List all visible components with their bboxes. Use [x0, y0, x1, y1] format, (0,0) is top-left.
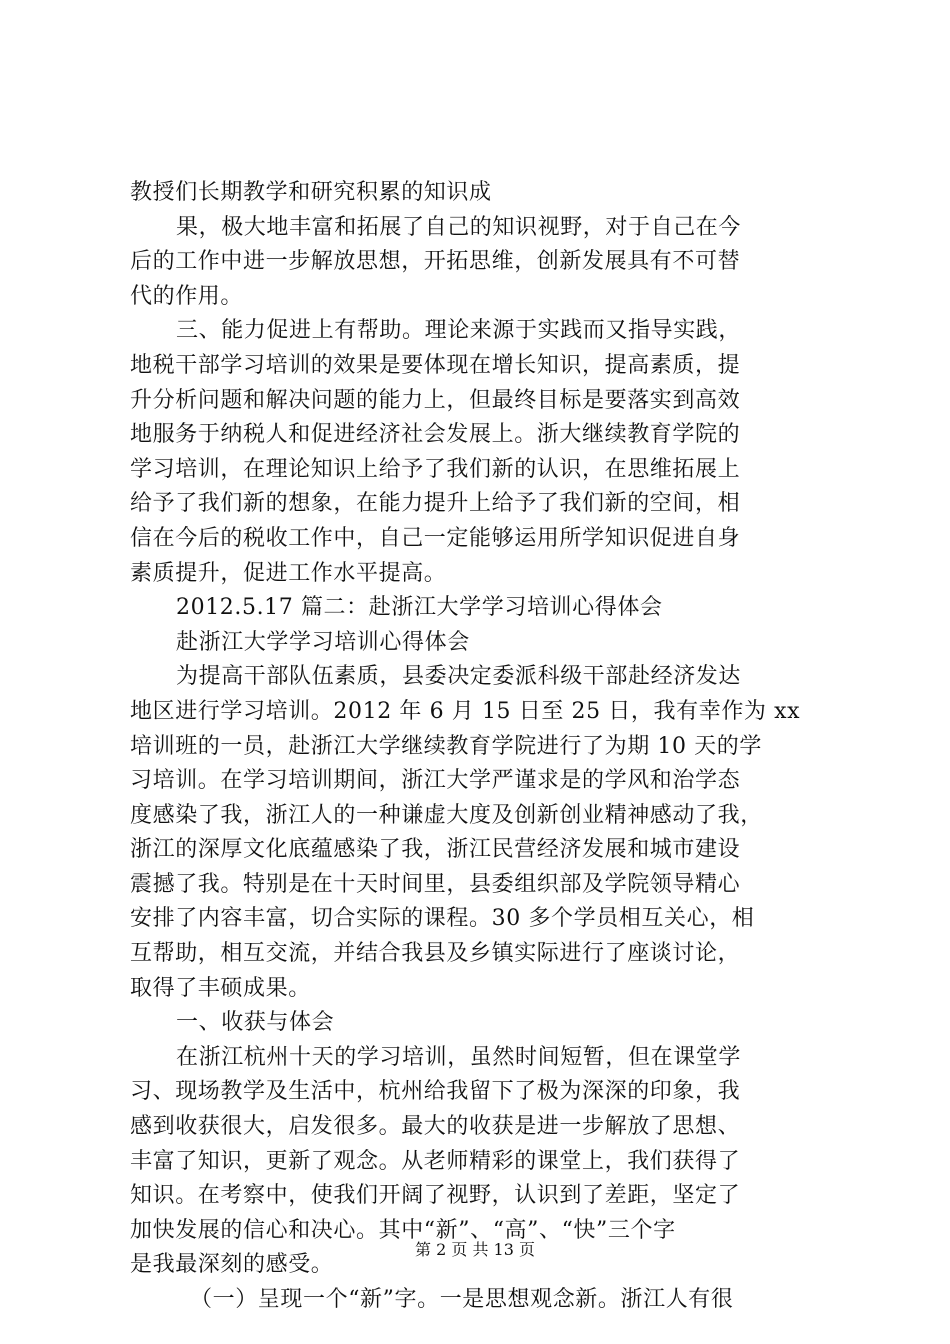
text-line: 代的作用。 [130, 283, 244, 309]
text-line: （一）呈现一个“新”字。一是思想观念新。浙江人有很 [190, 1287, 734, 1312]
text-line: 知识。在考察中，使我们开阔了视野，认识到了差距，坚定了 [130, 1183, 741, 1209]
section-heading: 2012.5.17 篇二：赴浙江大学学习培训心得体会 [176, 595, 663, 621]
text-line: 信在今后的税收工作中，自己一定能够运用所学知识促进自身 [130, 525, 741, 551]
text-line: 三、能力促进上有帮助。理论来源于实践而又指导实践， [176, 318, 742, 344]
text-line: 后的工作中进一步解放思想，开拓思维，创新发展具有不可替 [130, 249, 741, 275]
text-line: 是我最深刻的感受。 [130, 1252, 334, 1278]
text-line: 地服务于纳税人和促进经济社会发展上。浙大继续教育学院的 [130, 422, 741, 448]
text-line: 给予了我们新的想象，在能力提升上给予了我们新的空间，相 [130, 491, 741, 517]
text-line: 取得了丰硕成果。 [130, 975, 311, 1001]
text-line: 教授们长期教学和研究积累的知识成 [130, 180, 492, 205]
text-line: 感到收获很大，启发很多。最大的收获是进一步解放了思想、 [130, 1114, 741, 1140]
text-line: 地区进行学习培训。2012 年 6 月 15 日至 25 日，我有幸作为 xx [130, 698, 801, 724]
article-title: 赴浙江大学学习培训心得体会 [176, 629, 470, 655]
text-line: 习、现场教学及生活中，杭州给我留下了极为深深的印象，我 [130, 1079, 741, 1105]
text-line: 培训班的一员，赴浙江大学继续教育学院进行了为期 10 天的学 [130, 733, 762, 759]
text-line: 为提高干部队伍素质，县委决定委派科级干部赴经济发达 [176, 664, 742, 690]
text-line: 安排了内容丰富，切合实际的课程。30 多个学员相互关心，相 [130, 906, 755, 932]
body-text [130, 176, 830, 1318]
page-number-footer: 第 2 页 共 13 页 [415, 1240, 535, 1259]
text-line: 素质提升，促进工作水平提高。 [130, 560, 447, 586]
text-line: 互帮助，相互交流，并结合我县及乡镇实际进行了座谈讨论， [130, 941, 741, 967]
text-line: 浙江的深厚文化底蕴感染了我，浙江民营经济发展和城市建设 [130, 837, 741, 863]
text-line: 果，极大地丰富和拓展了自己的知识视野，对于自己在今 [176, 214, 742, 240]
text-line: 地税干部学习培训的效果是要体现在增长知识，提高素质，提 [130, 352, 741, 378]
section-heading: 一、收获与体会 [176, 1010, 335, 1036]
text-line: 升分析问题和解决问题的能力上，但最终目标是要落实到高效 [130, 387, 741, 413]
text-line: 丰富了知识，更新了观念。从老师精彩的课堂上，我们获得了 [130, 1148, 741, 1174]
text-line: 习培训。在学习培训期间，浙江大学严谨求是的学风和治学态 [130, 768, 741, 794]
text-line: 度感染了我，浙江人的一种谦虚大度及创新创业精神感动了我， [130, 802, 763, 828]
text-line: 在浙江杭州十天的学习培训，虽然时间短暂，但在课堂学 [176, 1044, 742, 1070]
text-line: 加快发展的信心和决心。其中“新”、“高”、“快”三个字 [130, 1217, 676, 1243]
text-line: 学习培训，在理论知识上给予了我们新的认识，在思维拓展上 [130, 456, 741, 482]
text-line: 震撼了我。特别是在十天时间里，县委组织部及学院领导精心 [130, 871, 741, 897]
